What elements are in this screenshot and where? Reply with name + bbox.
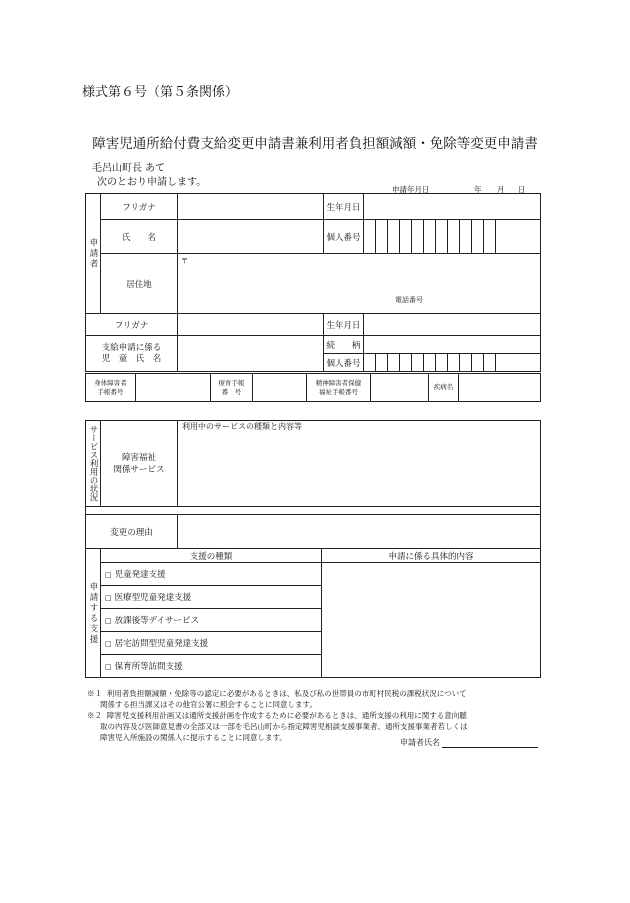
applicant-number-label: 個人番号 [324,220,364,254]
applicant-number-digit[interactable] [448,220,460,254]
disease-label: 疾病名 [429,374,459,402]
physical-cert-label [86,374,136,402]
support-type-header: 支援の種類 [101,549,322,563]
child-number-digit[interactable] [460,354,472,372]
current-service-label: 利用中のサービスの種類と内容等 [182,422,302,431]
form-number: 様式第６号（第５条関係） [82,85,239,100]
child-number-digit[interactable] [448,354,460,372]
checkbox-icon[interactable]: □ [105,640,112,648]
note-1-line1: 利用者負担額減額・免除等の認定に必要があるときは、私及び私の世帯員の市町村民税の課税状況について [106,689,467,698]
service-category-line2: 関係サービス [113,464,165,475]
support-item-label: 児童発達支援 [114,570,166,580]
applicant-birthdate-field[interactable] [364,194,541,220]
applicant-number-digit[interactable] [436,220,448,254]
service-spacer [86,507,541,515]
applicant-number-digit[interactable] [472,220,484,254]
support-item-row[interactable] [101,655,322,678]
support-item-row[interactable] [101,609,322,632]
child-birthdate-label: 生年月日 [324,314,364,336]
phone-label: 電話番号 [395,296,423,304]
signature [400,737,538,748]
addressee: 毛呂山町長 あて [92,163,166,174]
applicant-address-label: 居住地 [101,254,178,314]
applicant-number-digit[interactable] [496,220,541,254]
applicant-number-digit[interactable] [388,220,400,254]
support-item-label: 放課後等デイサービス [114,616,200,626]
child-furigana-label: フリガナ [86,314,178,336]
mental-cert-field[interactable] [371,374,429,402]
note-2-mark: ※２ [87,711,102,720]
apply-month-label: 月 [497,185,505,194]
change-reason-label: 変更の理由 [86,515,178,549]
physical-cert-label-line1: 身体障害者 [94,378,127,387]
applicant-number-digit[interactable] [484,220,496,254]
rehab-cert-label-line1: 療育手帳 [218,378,245,387]
service-section-label: サービス利用の状況 [86,421,101,507]
support-item-row[interactable] [101,632,322,655]
child-relationship-label: 続 柄 [324,336,364,354]
child-number-digit[interactable] [400,354,412,372]
apply-date-label: 申請年月日 [392,185,430,194]
rehab-cert-label-line2: 番 号 [221,387,242,396]
child-name-field[interactable] [178,336,324,372]
rehab-cert-field[interactable] [253,374,307,402]
current-service-field[interactable] [178,421,541,507]
apply-year-label: 年 [474,185,482,194]
child-name-label [86,336,178,372]
checkbox-icon[interactable]: □ [105,571,112,579]
form-title: 障害児通所給付費支給変更申請書兼利用者負担額減額・免除等変更申請書 [92,136,538,152]
change-reason-field[interactable] [178,515,541,549]
service-category-line1: 障害福祉 [121,452,156,463]
request-line: 次のとおり申請します。 [97,177,207,188]
support-item-row[interactable] [101,563,322,586]
applicant-birthdate-label: 生年月日 [324,194,364,220]
support-item-label: 保育所等訪問支援 [114,662,183,672]
child-number-digit[interactable] [388,354,400,372]
mental-cert-label-line1: 精神障害者保健 [315,378,362,387]
child-number-digit[interactable] [364,354,376,372]
applicant-number-digit[interactable] [424,220,436,254]
physical-cert-field[interactable] [136,374,211,402]
applicant-number-digit[interactable] [376,220,388,254]
support-item-label: 医療型児童発達支援 [114,593,192,603]
child-number-digit[interactable] [412,354,424,372]
applicant-name-label: 氏 名 [101,220,178,254]
note-2-line2: 取の内容及び医師意見書の全部又は一部を毛呂山町から指定障害児相談支援事業者、通所支援事業者若しくは [100,722,468,731]
service-category-label [101,421,178,507]
applicant-furigana-label: フリガナ [101,194,178,220]
note-1-mark: ※１ [87,689,102,698]
child-number-digit[interactable] [472,354,484,372]
physical-cert-label-line2: 手帳番号 [97,387,124,396]
child-number-digit[interactable] [484,354,496,372]
note-1 [87,688,468,699]
child-birthdate-field[interactable] [364,314,541,336]
checkbox-icon[interactable]: □ [105,663,112,671]
checkbox-icon[interactable]: □ [105,617,112,625]
signature-label: 申請者氏名 [400,738,440,747]
signature-field[interactable] [442,738,538,748]
child-number-label: 個人番号 [324,354,364,372]
support-item-label: 居宅訪問型児童発達支援 [114,639,209,649]
notes [87,688,468,743]
zip-mark: 〒 [181,257,188,265]
child-number-digit[interactable] [436,354,448,372]
applicant-name-field[interactable] [178,220,324,254]
mental-cert-label-line2: 福祉手帳番号 [319,387,358,396]
child-name-label-line2: 児 童 氏 名 [101,353,162,364]
disease-field[interactable] [459,374,541,402]
checkbox-icon[interactable]: □ [105,594,112,602]
apply-day-label: 日 [518,185,526,194]
mental-cert-label [307,374,371,402]
child-number-digit[interactable] [376,354,388,372]
note-2-line3: 障害児入所施設の関係人に提示することに同意します。 [100,733,287,742]
note-2-line1: 障害児支援利用計画又は通所支援計画を作成するために必要があるときは、通所支援の利用に関する意向聴 [106,711,467,720]
child-relationship-field[interactable] [364,336,541,354]
applicant-number-digit[interactable] [400,220,412,254]
support-section-label: 申請する支援 [86,549,101,678]
applicant-number-digit[interactable] [412,220,424,254]
child-number-digit[interactable] [496,354,541,372]
note-2 [87,710,468,721]
service-table [85,420,541,678]
rehab-cert-label [211,374,253,402]
applicant-number-digit[interactable] [460,220,472,254]
support-detail-field[interactable] [322,563,541,678]
applicant-table [85,193,541,372]
certificates-table [85,373,541,402]
applicant-furigana-field[interactable] [178,194,324,220]
support-item-row[interactable] [101,586,322,609]
applicant-number-digit[interactable] [364,220,376,254]
note-1-line2: 関係する担当課又はその他官公署に照会することに同意します。 [100,700,317,709]
applicant-section-label: 申請者 [86,194,101,314]
applicant-address-field[interactable] [178,254,541,314]
child-name-label-line1: 支給申請に係る [101,342,162,353]
child-furigana-field[interactable] [178,314,324,336]
support-detail-header: 申請に係る具体的内容 [322,549,541,563]
child-number-digit[interactable] [424,354,436,372]
